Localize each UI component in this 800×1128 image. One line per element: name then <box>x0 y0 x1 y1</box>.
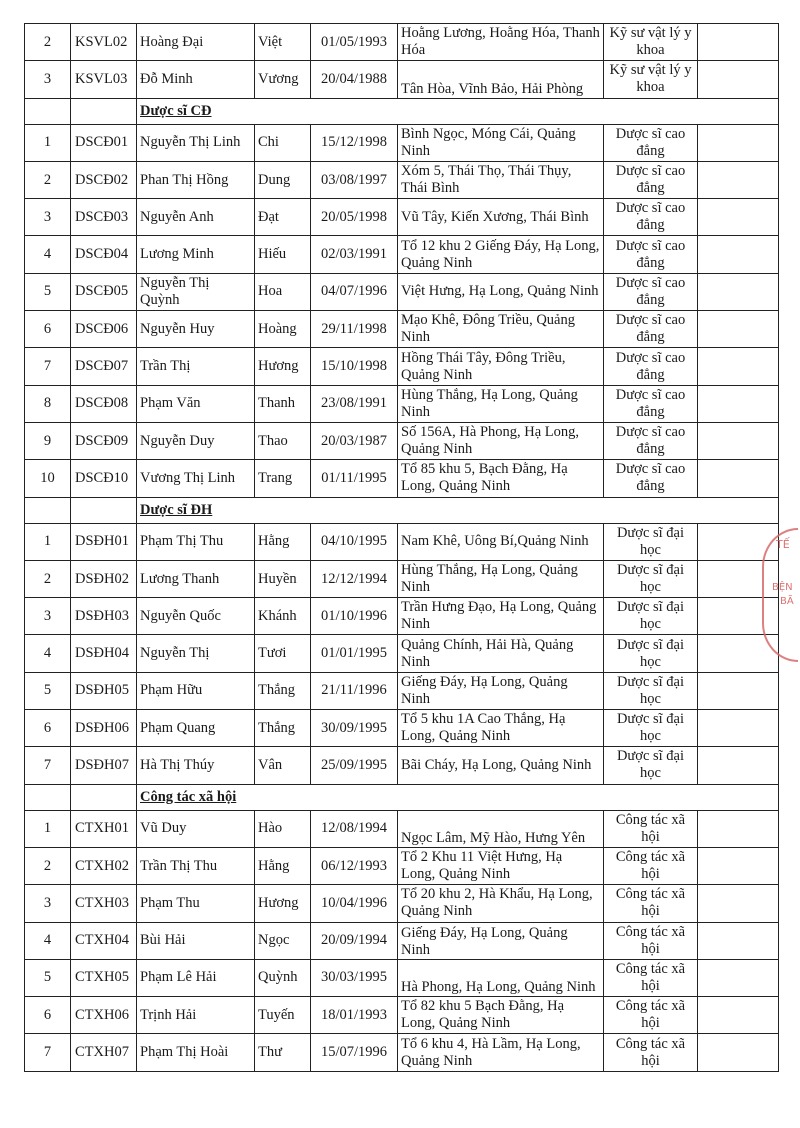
address-cell: Bình Ngọc, Móng Cái, Quảng Ninh <box>398 124 604 161</box>
given-name-cell: Đạt <box>255 199 311 236</box>
position-cell: Dược sĩ đại học <box>604 560 698 597</box>
date-of-birth-cell: 30/03/1995 <box>311 959 398 996</box>
empty-cell <box>25 497 71 523</box>
candidate-code-cell: CTXH03 <box>71 885 137 922</box>
candidate-code-cell: KSVL03 <box>71 61 137 98</box>
position-cell: Công tác xã hội <box>604 997 698 1034</box>
address-cell: Hoằng Lương, Hoằng Hóa, Thanh Hóa <box>398 24 604 61</box>
position-cell: Dược sĩ đại học <box>604 635 698 672</box>
surname-cell: Phạm Lê Hải <box>137 959 255 996</box>
row-number-cell: 4 <box>25 922 71 959</box>
given-name-cell: Hiếu <box>255 236 311 273</box>
given-name-cell: Thanh <box>255 385 311 422</box>
note-cell <box>698 747 779 784</box>
given-name-cell: Hào <box>255 810 311 847</box>
date-of-birth-cell: 20/03/1987 <box>311 422 398 459</box>
table-row <box>25 1034 779 1071</box>
table-row <box>25 161 779 198</box>
address-cell: Tổ 20 khu 2, Hà Khẩu, Hạ Long, Quảng Ninh <box>398 885 604 922</box>
date-of-birth-cell: 04/07/1996 <box>311 273 398 310</box>
position-cell: Dược sĩ đại học <box>604 710 698 747</box>
candidate-code-cell: CTXH05 <box>71 959 137 996</box>
given-name-cell: Vân <box>255 747 311 784</box>
position-cell: Dược sĩ đại học <box>604 598 698 635</box>
table-row <box>25 847 779 884</box>
candidate-code-cell: DSCĐ03 <box>71 199 137 236</box>
position-cell: Công tác xã hội <box>604 810 698 847</box>
note-cell <box>698 161 779 198</box>
date-of-birth-cell: 21/11/1996 <box>311 672 398 709</box>
given-name-cell: Việt <box>255 24 311 61</box>
section-title: Dược sĩ ĐH <box>140 501 213 518</box>
surname-cell: Phạm Văn <box>137 385 255 422</box>
empty-cell <box>71 98 137 124</box>
table-row <box>25 997 779 1034</box>
position-cell: Công tác xã hội <box>604 922 698 959</box>
position-cell: Dược sĩ cao đẳng <box>604 422 698 459</box>
address-cell: Số 156A, Hà Phong, Hạ Long, Quảng Ninh <box>398 422 604 459</box>
candidate-table <box>24 23 779 1072</box>
candidate-code-cell: DSĐH07 <box>71 747 137 784</box>
table-row <box>25 199 779 236</box>
row-number-cell: 5 <box>25 959 71 996</box>
address-cell: Tổ 12 khu 2 Giếng Đáy, Hạ Long, Quảng Ninh <box>398 236 604 273</box>
surname-cell: Bùi Hải <box>137 922 255 959</box>
row-number-cell: 1 <box>25 124 71 161</box>
candidate-code-cell: CTXH06 <box>71 997 137 1034</box>
date-of-birth-cell: 02/03/1991 <box>311 236 398 273</box>
given-name-cell: Chi <box>255 124 311 161</box>
position-cell: Dược sĩ cao đẳng <box>604 385 698 422</box>
note-cell <box>698 710 779 747</box>
address-cell: Nam Khê, Uông Bí,Quảng Ninh <box>398 523 604 560</box>
candidate-code-cell: DSCĐ05 <box>71 273 137 310</box>
given-name-cell: Thắng <box>255 710 311 747</box>
address-cell: Tổ 2 Khu 11 Việt Hưng, Hạ Long, Quảng Ninh <box>398 847 604 884</box>
position-cell: Công tác xã hội <box>604 847 698 884</box>
surname-cell: Phạm Quang <box>137 710 255 747</box>
address-cell: Hùng Thắng, Hạ Long, Quảng Ninh <box>398 560 604 597</box>
candidate-code-cell: DSCĐ10 <box>71 460 137 497</box>
surname-cell: Nguyễn Anh <box>137 199 255 236</box>
given-name-cell: Vương <box>255 61 311 98</box>
table-row <box>25 124 779 161</box>
date-of-birth-cell: 30/09/1995 <box>311 710 398 747</box>
table-row <box>25 236 779 273</box>
address-cell: Hùng Thắng, Hạ Long, Quảng Ninh <box>398 385 604 422</box>
position-cell: Kỹ sư vật lý y khoa <box>604 24 698 61</box>
given-name-cell: Hằng <box>255 847 311 884</box>
empty-cell <box>25 98 71 124</box>
note-cell <box>698 810 779 847</box>
surname-cell: Nguyễn Quốc <box>137 598 255 635</box>
official-stamp <box>762 528 798 662</box>
surname-cell: Trần Thị <box>137 348 255 385</box>
position-cell: Dược sĩ cao đẳng <box>604 348 698 385</box>
row-number-cell: 2 <box>25 847 71 884</box>
candidate-code-cell: DSCĐ04 <box>71 236 137 273</box>
surname-cell: Trịnh Hải <box>137 997 255 1034</box>
section-title: Công tác xã hội <box>140 788 237 805</box>
row-number-cell: 7 <box>25 747 71 784</box>
candidate-code-cell: DSĐH06 <box>71 710 137 747</box>
given-name-cell: Huyền <box>255 560 311 597</box>
address-cell: Trần Hưng Đạo, Hạ Long, Quảng Ninh <box>398 598 604 635</box>
note-cell <box>698 959 779 996</box>
table-row <box>25 348 779 385</box>
candidate-code-cell: DSĐH03 <box>71 598 137 635</box>
row-number-cell: 7 <box>25 1034 71 1071</box>
given-name-cell: Thư <box>255 1034 311 1071</box>
position-cell: Dược sĩ cao đẳng <box>604 273 698 310</box>
given-name-cell: Khánh <box>255 598 311 635</box>
date-of-birth-cell: 15/12/1998 <box>311 124 398 161</box>
given-name-cell: Ngọc <box>255 922 311 959</box>
note-cell <box>698 124 779 161</box>
table-row <box>25 672 779 709</box>
address-cell: Mạo Khê, Đông Triều, Quảng Ninh <box>398 311 604 348</box>
surname-cell: Phạm Thị Hoài <box>137 1034 255 1071</box>
position-cell: Dược sĩ cao đẳng <box>604 311 698 348</box>
table-row <box>25 747 779 784</box>
table-row <box>25 810 779 847</box>
position-cell: Dược sĩ cao đẳng <box>604 161 698 198</box>
surname-cell: Nguyễn Thị <box>137 635 255 672</box>
date-of-birth-cell: 04/10/1995 <box>311 523 398 560</box>
row-number-cell: 2 <box>25 560 71 597</box>
address-cell: Tổ 5 khu 1A Cao Thắng, Hạ Long, Quảng Ninh <box>398 710 604 747</box>
date-of-birth-cell: 01/10/1996 <box>311 598 398 635</box>
position-cell: Dược sĩ đại học <box>604 672 698 709</box>
table-row <box>25 523 779 560</box>
table-row <box>25 422 779 459</box>
empty-cell <box>71 497 137 523</box>
section-header-row <box>25 98 779 124</box>
section-title: Dược sĩ CĐ <box>140 102 212 119</box>
date-of-birth-cell: 15/07/1996 <box>311 1034 398 1071</box>
given-name-cell: Thao <box>255 422 311 459</box>
row-number-cell: 2 <box>25 161 71 198</box>
date-of-birth-cell: 25/09/1995 <box>311 747 398 784</box>
address-cell: Việt Hưng, Hạ Long, Quảng Ninh <box>398 273 604 310</box>
surname-cell: Lương Minh <box>137 236 255 273</box>
surname-cell: Trần Thị Thu <box>137 847 255 884</box>
row-number-cell: 5 <box>25 672 71 709</box>
surname-cell: Lương Thanh <box>137 560 255 597</box>
address-cell: Hồng Thái Tây, Đông Triều, Quảng Ninh <box>398 348 604 385</box>
date-of-birth-cell: 12/12/1994 <box>311 560 398 597</box>
empty-cell <box>25 784 71 810</box>
given-name-cell: Quỳnh <box>255 959 311 996</box>
note-cell <box>698 273 779 310</box>
given-name-cell: Tươi <box>255 635 311 672</box>
stamp-text: TẾ <box>776 538 790 551</box>
candidate-code-cell: DSCĐ08 <box>71 385 137 422</box>
note-cell <box>698 460 779 497</box>
candidate-code-cell: DSĐH01 <box>71 523 137 560</box>
date-of-birth-cell: 20/09/1994 <box>311 922 398 959</box>
row-number-cell: 9 <box>25 422 71 459</box>
address-cell: Giếng Đáy, Hạ Long, Quảng Ninh <box>398 922 604 959</box>
given-name-cell: Hoa <box>255 273 311 310</box>
surname-cell: Hà Thị Thúy <box>137 747 255 784</box>
address-cell: Hà Phong, Hạ Long, Quảng Ninh <box>398 959 604 996</box>
row-number-cell: 5 <box>25 273 71 310</box>
candidate-code-cell: DSĐH04 <box>71 635 137 672</box>
given-name-cell: Hương <box>255 348 311 385</box>
date-of-birth-cell: 18/01/1993 <box>311 997 398 1034</box>
date-of-birth-cell: 29/11/1998 <box>311 311 398 348</box>
position-cell: Dược sĩ đại học <box>604 747 698 784</box>
table-row <box>25 61 779 98</box>
candidate-code-cell: DSCĐ07 <box>71 348 137 385</box>
row-number-cell: 1 <box>25 810 71 847</box>
row-number-cell: 1 <box>25 523 71 560</box>
candidate-code-cell: KSVL02 <box>71 24 137 61</box>
row-number-cell: 4 <box>25 236 71 273</box>
candidate-code-cell: CTXH01 <box>71 810 137 847</box>
note-cell <box>698 199 779 236</box>
candidate-code-cell: DSCĐ09 <box>71 422 137 459</box>
section-header-row <box>25 497 779 523</box>
candidate-code-cell: DSCĐ02 <box>71 161 137 198</box>
position-cell: Công tác xã hội <box>604 885 698 922</box>
table-row <box>25 922 779 959</box>
row-number-cell: 7 <box>25 348 71 385</box>
row-number-cell: 3 <box>25 598 71 635</box>
surname-cell: Phan Thị Hồng <box>137 161 255 198</box>
row-number-cell: 3 <box>25 199 71 236</box>
given-name-cell: Tuyến <box>255 997 311 1034</box>
note-cell <box>698 24 779 61</box>
row-number-cell: 6 <box>25 997 71 1034</box>
given-name-cell: Thắng <box>255 672 311 709</box>
candidate-code-cell: CTXH04 <box>71 922 137 959</box>
candidate-code-cell: DSCĐ06 <box>71 311 137 348</box>
address-cell: Vũ Tây, Kiến Xương, Thái Bình <box>398 199 604 236</box>
note-cell <box>698 997 779 1034</box>
address-cell: Bãi Cháy, Hạ Long, Quảng Ninh <box>398 747 604 784</box>
date-of-birth-cell: 01/01/1995 <box>311 635 398 672</box>
surname-cell: Đỗ Minh <box>137 61 255 98</box>
address-cell: Tổ 85 khu 5, Bạch Đằng, Hạ Long, Quảng Ninh <box>398 460 604 497</box>
position-cell: Công tác xã hội <box>604 959 698 996</box>
row-number-cell: 6 <box>25 311 71 348</box>
date-of-birth-cell: 20/04/1988 <box>311 61 398 98</box>
given-name-cell: Dung <box>255 161 311 198</box>
surname-cell: Phạm Thị Thu <box>137 523 255 560</box>
surname-cell: Hoàng Đại <box>137 24 255 61</box>
note-cell <box>698 1034 779 1071</box>
address-cell: Tổ 82 khu 5 Bạch Đằng, Hạ Long, Quảng Ninh <box>398 997 604 1034</box>
given-name-cell: Trang <box>255 460 311 497</box>
address-cell: Xóm 5, Thái Thọ, Thái Thụy, Thái Bình <box>398 161 604 198</box>
empty-cell <box>71 784 137 810</box>
candidate-code-cell: DSĐH05 <box>71 672 137 709</box>
table-row <box>25 273 779 310</box>
note-cell <box>698 348 779 385</box>
address-cell: Tổ 6 khu 4, Hà Lầm, Hạ Long, Quảng Ninh <box>398 1034 604 1071</box>
table-row <box>25 959 779 996</box>
date-of-birth-cell: 01/05/1993 <box>311 24 398 61</box>
date-of-birth-cell: 12/08/1994 <box>311 810 398 847</box>
position-cell: Dược sĩ cao đẳng <box>604 199 698 236</box>
position-cell: Kỹ sư vật lý y khoa <box>604 61 698 98</box>
surname-cell: Phạm Hữu <box>137 672 255 709</box>
note-cell <box>698 672 779 709</box>
position-cell: Dược sĩ cao đẳng <box>604 124 698 161</box>
date-of-birth-cell: 06/12/1993 <box>311 847 398 884</box>
surname-cell: Nguyễn Thị Linh <box>137 124 255 161</box>
table-row <box>25 311 779 348</box>
note-cell <box>698 236 779 273</box>
row-number-cell: 6 <box>25 710 71 747</box>
table-row <box>25 24 779 61</box>
row-number-cell: 8 <box>25 385 71 422</box>
date-of-birth-cell: 20/05/1998 <box>311 199 398 236</box>
section-title-cell <box>137 98 779 124</box>
table-row <box>25 635 779 672</box>
note-cell <box>698 61 779 98</box>
note-cell <box>698 385 779 422</box>
address-cell: Quảng Chính, Hải Hà, Quảng Ninh <box>398 635 604 672</box>
row-number-cell: 10 <box>25 460 71 497</box>
surname-cell: Nguyễn Duy <box>137 422 255 459</box>
section-header-row <box>25 784 779 810</box>
date-of-birth-cell: 01/11/1995 <box>311 460 398 497</box>
date-of-birth-cell: 15/10/1998 <box>311 348 398 385</box>
date-of-birth-cell: 03/08/1997 <box>311 161 398 198</box>
row-number-cell: 4 <box>25 635 71 672</box>
table-row <box>25 710 779 747</box>
candidate-code-cell: CTXH07 <box>71 1034 137 1071</box>
section-title-cell <box>137 497 779 523</box>
surname-cell: Vương Thị Linh <box>137 460 255 497</box>
note-cell <box>698 422 779 459</box>
table-row <box>25 385 779 422</box>
position-cell: Công tác xã hội <box>604 1034 698 1071</box>
surname-cell: Nguyễn Thị Quỳnh <box>137 273 255 310</box>
candidate-code-cell: CTXH02 <box>71 847 137 884</box>
row-number-cell: 3 <box>25 885 71 922</box>
section-title-cell <box>137 784 779 810</box>
table-row <box>25 460 779 497</box>
note-cell <box>698 922 779 959</box>
table-row <box>25 598 779 635</box>
surname-cell: Vũ Duy <box>137 810 255 847</box>
address-cell: Tân Hòa, Vĩnh Bảo, Hải Phòng <box>398 61 604 98</box>
row-number-cell: 2 <box>25 24 71 61</box>
note-cell <box>698 847 779 884</box>
candidate-code-cell: DSĐH02 <box>71 560 137 597</box>
row-number-cell: 3 <box>25 61 71 98</box>
given-name-cell: Hương <box>255 885 311 922</box>
note-cell <box>698 311 779 348</box>
position-cell: Dược sĩ cao đẳng <box>604 236 698 273</box>
table-row <box>25 885 779 922</box>
given-name-cell: Hằng <box>255 523 311 560</box>
date-of-birth-cell: 10/04/1996 <box>311 885 398 922</box>
date-of-birth-cell: 23/08/1991 <box>311 385 398 422</box>
surname-cell: Nguyễn Huy <box>137 311 255 348</box>
address-cell: Giếng Đáy, Hạ Long, Quảng Ninh <box>398 672 604 709</box>
stamp-text: BỆN <box>772 582 793 593</box>
position-cell: Dược sĩ đại học <box>604 523 698 560</box>
position-cell: Dược sĩ cao đẳng <box>604 460 698 497</box>
surname-cell: Phạm Thu <box>137 885 255 922</box>
table-row <box>25 560 779 597</box>
note-cell <box>698 885 779 922</box>
given-name-cell: Hoàng <box>255 311 311 348</box>
address-cell: Ngọc Lâm, Mỹ Hào, Hưng Yên <box>398 810 604 847</box>
stamp-text: BÃ <box>780 596 794 607</box>
candidate-code-cell: DSCĐ01 <box>71 124 137 161</box>
